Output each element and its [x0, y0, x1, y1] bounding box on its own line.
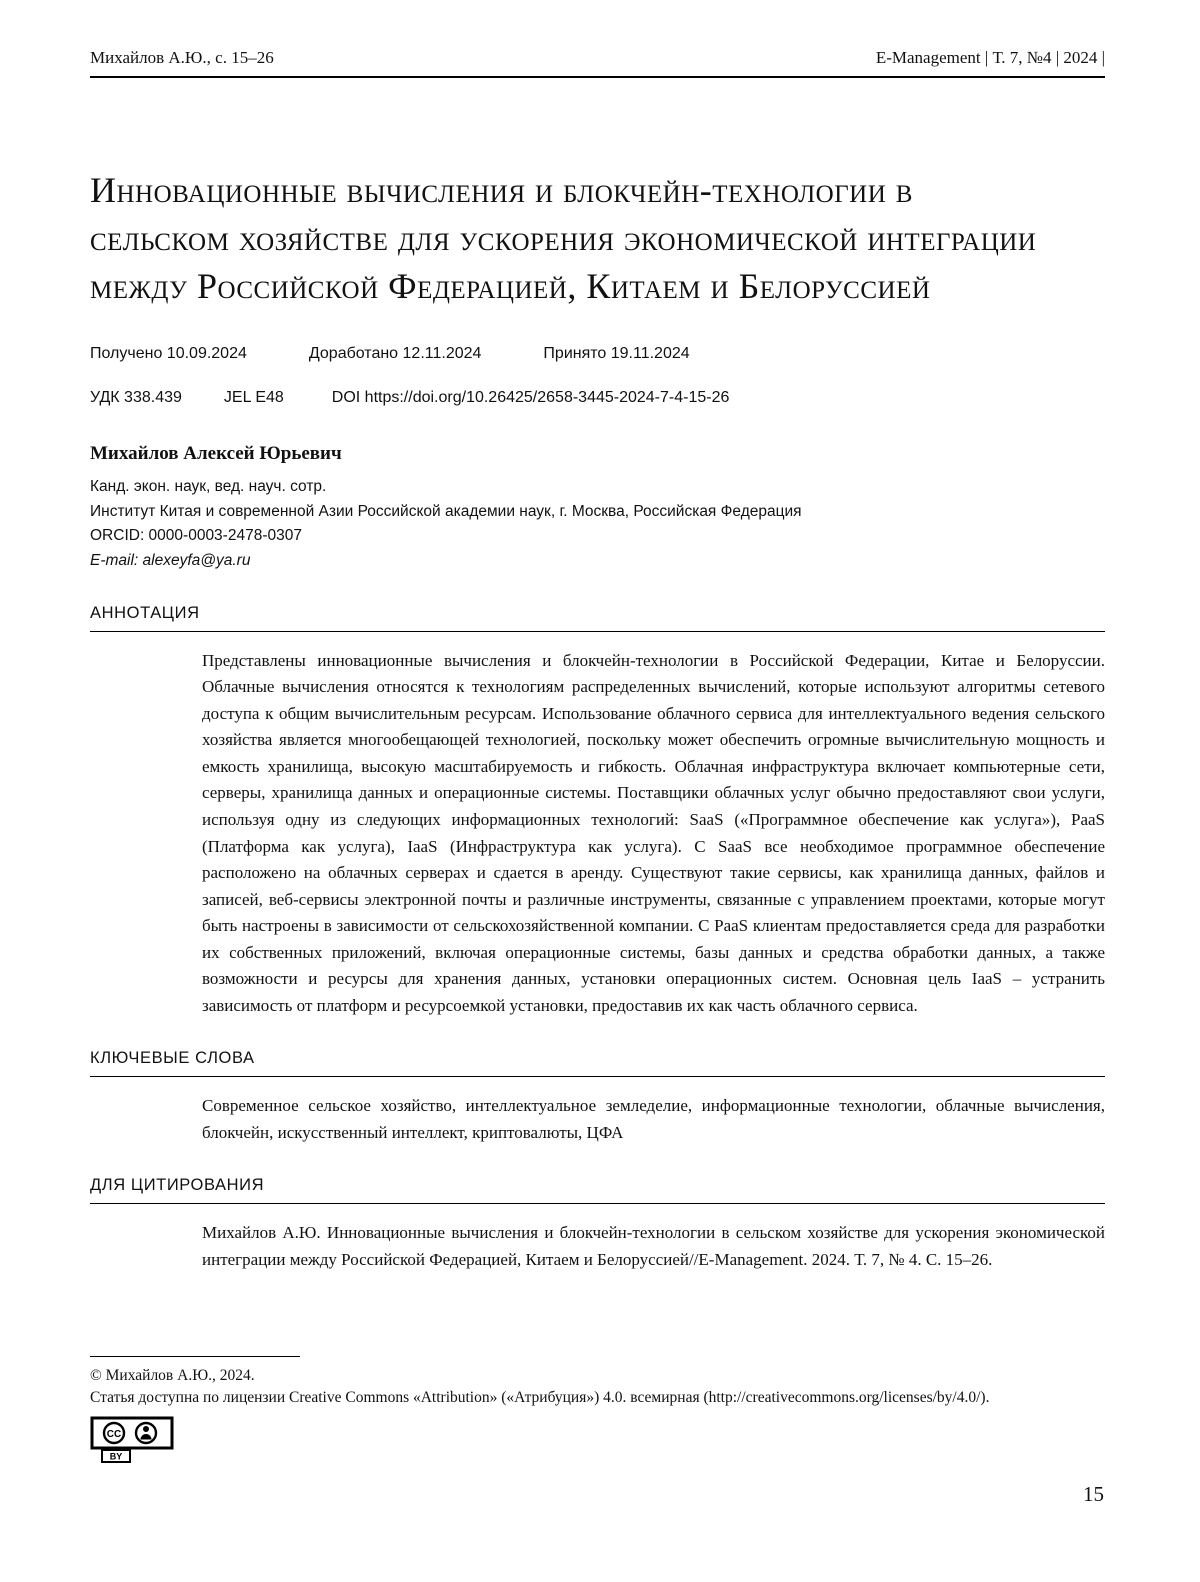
author-name: Михайлов Алексей Юрьевич [90, 442, 342, 464]
citation-text: Михайлов А.Ю. Инновационные вычисления и блокчейн-технологии в сельском хозяйстве для ускорения экономической интеграции между Российской Федерацией, Китаем и Белоруссией//E-Management. 2024. Т. 7, № 4. С. 15–26. [202, 1223, 1105, 1269]
author-email: E-mail: alexeyfa@ya.ru [90, 552, 251, 570]
by-letters: BY [109, 1451, 123, 1462]
keywords-section [90, 1049, 1105, 1146]
page-footer [90, 1356, 1105, 1471]
running-head-author: Михайлов А.Ю., с. 15–26 [90, 48, 274, 67]
running-head [90, 48, 1105, 78]
abstract-heading: АННОТАЦИЯ [90, 604, 1105, 632]
copyright-line: © Михайлов А.Ю., 2024. [90, 1367, 255, 1384]
jel-code: JEL E48 [223, 388, 284, 406]
article-title: Инновационные вычисления и блокчейн-технологии в сельском хозяйстве для ускорения экономической интеграции между Российской Федерацией, Китаем и Белоруссией [90, 170, 1037, 307]
running-head-journal: E-Management | Т. 7, №4 | 2024 | [875, 48, 1105, 67]
abstract-section [90, 604, 1105, 1019]
license-line: Статья доступна по лицензии Creative Commons «Attribution» («Атрибуция») 4.0. всемирная (http://creativecommons.org/licenses/by/4.0/). [90, 1388, 990, 1406]
author-degree: Канд. экон. наук, вед. науч. сотр. [90, 477, 327, 495]
accepted-date: Принято 19.11.2024 [543, 344, 690, 362]
author-orcid: ORCID: 0000-0003-2478-0307 [90, 527, 302, 545]
dates-row [90, 345, 1105, 363]
cc-letters: CC [106, 1429, 122, 1441]
codes-row [90, 389, 1105, 407]
udc-code: УДК 338.439 [90, 388, 182, 406]
keywords-text: Современное сельское хозяйство, интеллектуальное земледелие, информационные технологии, облачные вычисления, блокчейн, искусственный интеллект, криптовалюты, ЦФА [202, 1096, 1105, 1142]
citation-heading: ДЛЯ ЦИТИРОВАНИЯ [90, 1176, 1105, 1204]
revised-date: Доработано 12.11.2024 [308, 344, 482, 362]
page-number: 15 [1083, 1482, 1104, 1506]
abstract-text: Представлены инновационные вычисления и блокчейн-технологии в Российской Федерации, Китае и Белоруссии. Облачные вычисления относятся к технологиям распределенных вычислений, которые используют алгоритмы сетевого доступа к общим вычислительным ресурсам. Использование облачного сервиса для интеллектуального ведения сельского хозяйства является многообещающей технологией, поскольку может обеспечить огромные вычислительную мощность и емкость хранилища, высокую масштабируемость и гибкость. Облачная инфраструктура включает компьютерные сети, серверы, хранилища данных и операционные системы. Поставщики облачных услуг обычно предоставляют свои услуги, используя одну из следующих информационных технологий: SaaS («Программное обеспечение как услуга»), PaaS (Платформа как услуга), IaaS (Инфраструктура как услуга). С SaaS все необходимое программное обеспечение расположено на облачных серверах и сдается в аренду. Существуют такие сервисы, как хранилища данных, файлов и записей, веб-сервисы электронной почты и различные инструменты, связанные с управлением проектами, которые могут быть настроены в зависимости от сельскохозяйственной компании. С PaaS клиентам предоставляется среда для разработки их собственных приложений, включая операционные системы, базы данных и средства обработки данных, а также возможности и ресурсы для хранения данных, установки операционных систем. Основная цель IaaS – устранить зависимость от платформ и ресурсоемкой установки, предоставив их как часть облачного сервиса. [202, 650, 1105, 1015]
cc-by-icon [90, 1416, 1105, 1471]
received-date: Получено 10.09.2024 [90, 344, 247, 362]
author-affiliation: Институт Китая и современной Азии Российской академии наук, г. Москва, Российская Федерация [90, 502, 802, 520]
citation-section [90, 1176, 1105, 1273]
author-block [90, 443, 1105, 574]
keywords-heading: КЛЮЧЕВЫЕ СЛОВА [90, 1049, 1105, 1077]
doi-link: DOI https://doi.org/10.26425/2658-3445-2024-7-4-15-26 [331, 388, 730, 406]
footer-rule [90, 1356, 300, 1357]
